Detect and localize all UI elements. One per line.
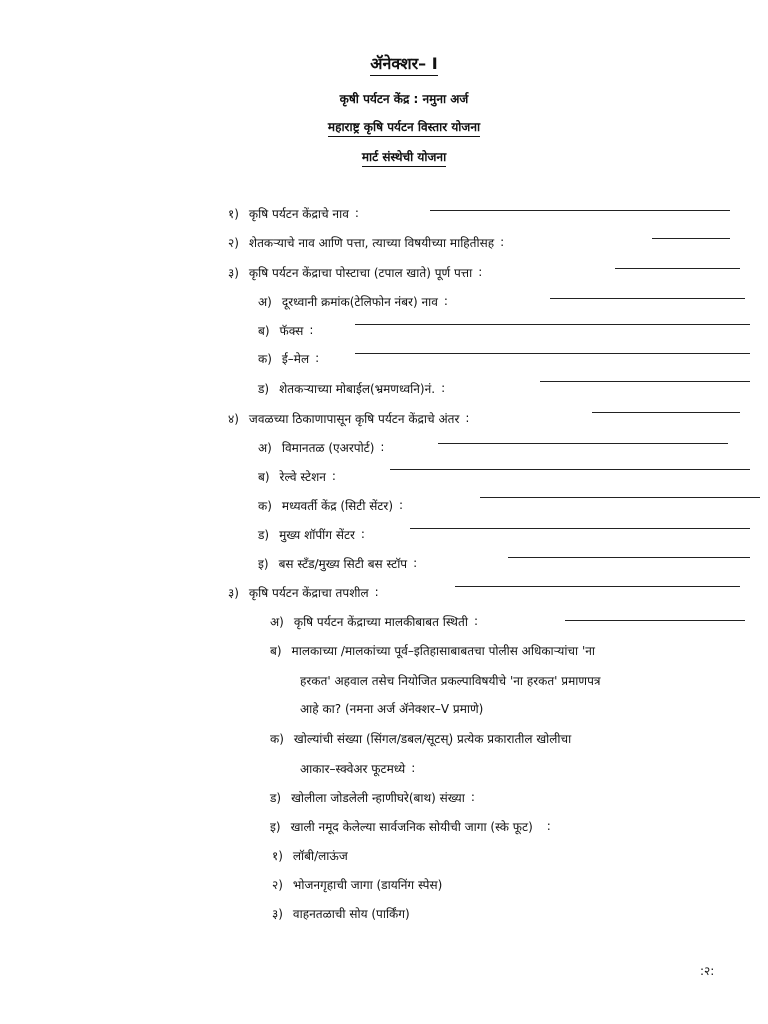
fill-line[interactable]	[540, 381, 750, 382]
item-label: ई–मेल	[281, 351, 310, 366]
fill-line[interactable]	[355, 324, 750, 325]
fill-line[interactable]	[550, 298, 745, 299]
item-colon: :	[360, 527, 365, 541]
item-colon: :	[473, 614, 478, 628]
item-number: अ)	[258, 440, 272, 455]
item-label: रेल्वे स्टेशन	[279, 469, 326, 484]
field-row-parking	[272, 903, 410, 923]
item-number: इ)	[258, 556, 269, 571]
fill-line[interactable]	[565, 620, 745, 621]
rooms-continuation	[300, 758, 415, 778]
item-number: ड)	[258, 527, 270, 542]
item-number: १)	[228, 206, 239, 221]
item-number: इ)	[270, 819, 281, 834]
organisation-title: मार्ट संस्थेची योजना	[20, 148, 768, 165]
item-number: क)	[270, 731, 284, 746]
field-row-fax	[258, 320, 313, 340]
item-label: कृषि पर्यटन केंद्राचा पोस्टाचा (टपाल खाते) पूर्ण पत्ता	[248, 265, 473, 280]
item-number: ४)	[228, 411, 239, 426]
item-label: आकार–स्क्वेअर फूटमध्ये	[300, 761, 406, 776]
item-label: फॅक्स	[279, 323, 304, 338]
fill-line[interactable]	[355, 353, 750, 354]
item-colon: :	[315, 351, 320, 365]
item-number: १)	[272, 848, 283, 863]
page-number: :२:	[700, 964, 715, 978]
item-colon: :	[470, 790, 475, 804]
field-row-public-space	[270, 816, 551, 836]
field-row-city-centre	[258, 495, 403, 515]
field-row-distances	[228, 408, 469, 428]
item-number: ब)	[258, 323, 270, 338]
item-colon: :	[546, 819, 551, 833]
field-row-shopping	[258, 524, 365, 544]
item-label: दूरध्वानी क्रमांक(टेलिफोन नंबर) नाव	[281, 294, 438, 309]
item-number: ३)	[228, 585, 239, 600]
field-row-centre-name	[228, 203, 359, 223]
field-row-police-noc	[270, 640, 595, 660]
item-label: मुख्य शॉपींग सेंटर	[279, 527, 355, 542]
item-number: २)	[228, 235, 239, 250]
field-row-ownership	[270, 611, 478, 631]
item-colon: :	[413, 556, 418, 570]
item-number: क)	[258, 498, 272, 513]
form-subtitle: कृषी पर्यटन केंद्र : नमुना अर्ज	[339, 92, 469, 106]
item-label: बस स्टँड/मुख्य सिटी बस स्टॉप	[278, 556, 408, 571]
item-colon: :	[465, 411, 470, 425]
item-label: खोल्यांची संख्या (सिंगल/डबल/सूटस्) प्रत्येक प्रकारातील खोलीचा	[293, 731, 572, 746]
fill-line[interactable]	[480, 497, 760, 498]
item-colon: :	[478, 265, 483, 279]
item-number: अ)	[270, 614, 284, 629]
police-noc-continuation: हरकत' अहवाल तसेच नियोजित प्रकल्पाविषयीचे 'ना हरकत' प्रमाणपत्र	[300, 674, 601, 688]
fill-line[interactable]	[455, 586, 740, 587]
field-row-railway	[258, 466, 336, 486]
field-row-lobby	[272, 845, 348, 865]
item-colon: :	[411, 761, 416, 775]
scheme-title: महाराष्ट्र कृषि पर्यटन विस्तार योजना	[20, 118, 768, 135]
item-number: २)	[272, 877, 283, 892]
fill-line[interactable]	[438, 443, 728, 444]
fill-line[interactable]	[508, 557, 750, 558]
item-colon: :	[441, 381, 446, 395]
item-label: विमानतळ (एअरपोर्ट)	[281, 440, 375, 455]
item-label: जवळच्या ठिकाणापासून कृषि पर्यटन केंद्राचे अंतर	[248, 411, 460, 426]
item-colon: :	[443, 294, 448, 308]
item-colon: :	[331, 469, 336, 483]
fill-line[interactable]	[652, 238, 730, 239]
item-colon: :	[374, 585, 379, 599]
fill-line[interactable]	[390, 469, 750, 470]
field-row-airport	[258, 437, 384, 457]
item-colon: :	[380, 440, 385, 454]
fill-line[interactable]	[410, 528, 750, 529]
annexure-title: ॲनेक्शर– I	[20, 52, 768, 74]
field-row-rooms	[270, 728, 571, 748]
field-row-centre-details	[228, 582, 379, 602]
fill-line[interactable]	[430, 210, 730, 211]
item-label: कृषि पर्यटन केंद्राचा तपशील	[248, 585, 369, 600]
item-number: अ)	[258, 294, 272, 309]
item-label: कृषि पर्यटन केंद्राचे नाव	[248, 206, 349, 221]
item-colon: :	[500, 235, 505, 249]
item-number: ड)	[258, 381, 270, 396]
item-number: ३)	[228, 265, 239, 280]
item-label: कृषि पर्यटन केंद्राच्या मालकीबाबत स्थिती	[293, 614, 468, 629]
item-number: क)	[258, 351, 272, 366]
item-label: लॉबी/लाऊंज	[292, 848, 348, 863]
item-label: मध्यवर्ती केंद्र (सिटी सेंटर)	[281, 498, 394, 513]
item-number: ड)	[270, 790, 282, 805]
item-label: शेतकऱ्याचे नाव आणि पत्ता, त्याच्या विषयीच्या माहितीसह	[248, 235, 495, 250]
field-row-bus-stand	[258, 553, 417, 573]
field-row-mobile	[258, 378, 445, 398]
item-label: शेतकऱ्याच्या मोबाईल(भ्रमणध्वनि)नं.	[279, 381, 436, 396]
item-label: भोजनगृहाची जागा (डायनिंग स्पेस)	[292, 877, 443, 892]
item-number: ब)	[270, 643, 282, 658]
item-label: मालकाच्या /मालकांच्या पूर्व–इतिहासाबाबतचा पोलीस अधिकाऱ्यांचा 'ना	[291, 643, 596, 658]
field-row-dining	[272, 874, 442, 894]
item-label: खोलीला जोडलेली न्हाणीघरे(बाथ) संख्या	[291, 790, 465, 805]
police-noc-continuation-2: आहे का? (नमना अर्ज ॲनेक्शर–V प्रमाणे)	[300, 702, 484, 716]
item-label: वाहनतळाची सोय (पार्किंग)	[292, 906, 410, 921]
field-row-postal-address	[228, 262, 482, 282]
item-label: खाली नमूद केलेल्या सार्वजनिक सोयीची जागा (स्के फूट)	[290, 819, 533, 834]
item-colon: :	[399, 498, 404, 512]
field-row-bathrooms	[270, 787, 475, 807]
fill-line[interactable]	[592, 412, 740, 413]
field-row-email	[258, 348, 319, 368]
item-number: ३)	[272, 906, 283, 921]
fill-line[interactable]	[615, 268, 740, 269]
item-colon: :	[354, 206, 359, 220]
item-colon: :	[309, 323, 314, 337]
field-row-telephone	[258, 291, 448, 311]
item-number: ब)	[258, 469, 270, 484]
field-row-farmer-name	[228, 232, 504, 252]
